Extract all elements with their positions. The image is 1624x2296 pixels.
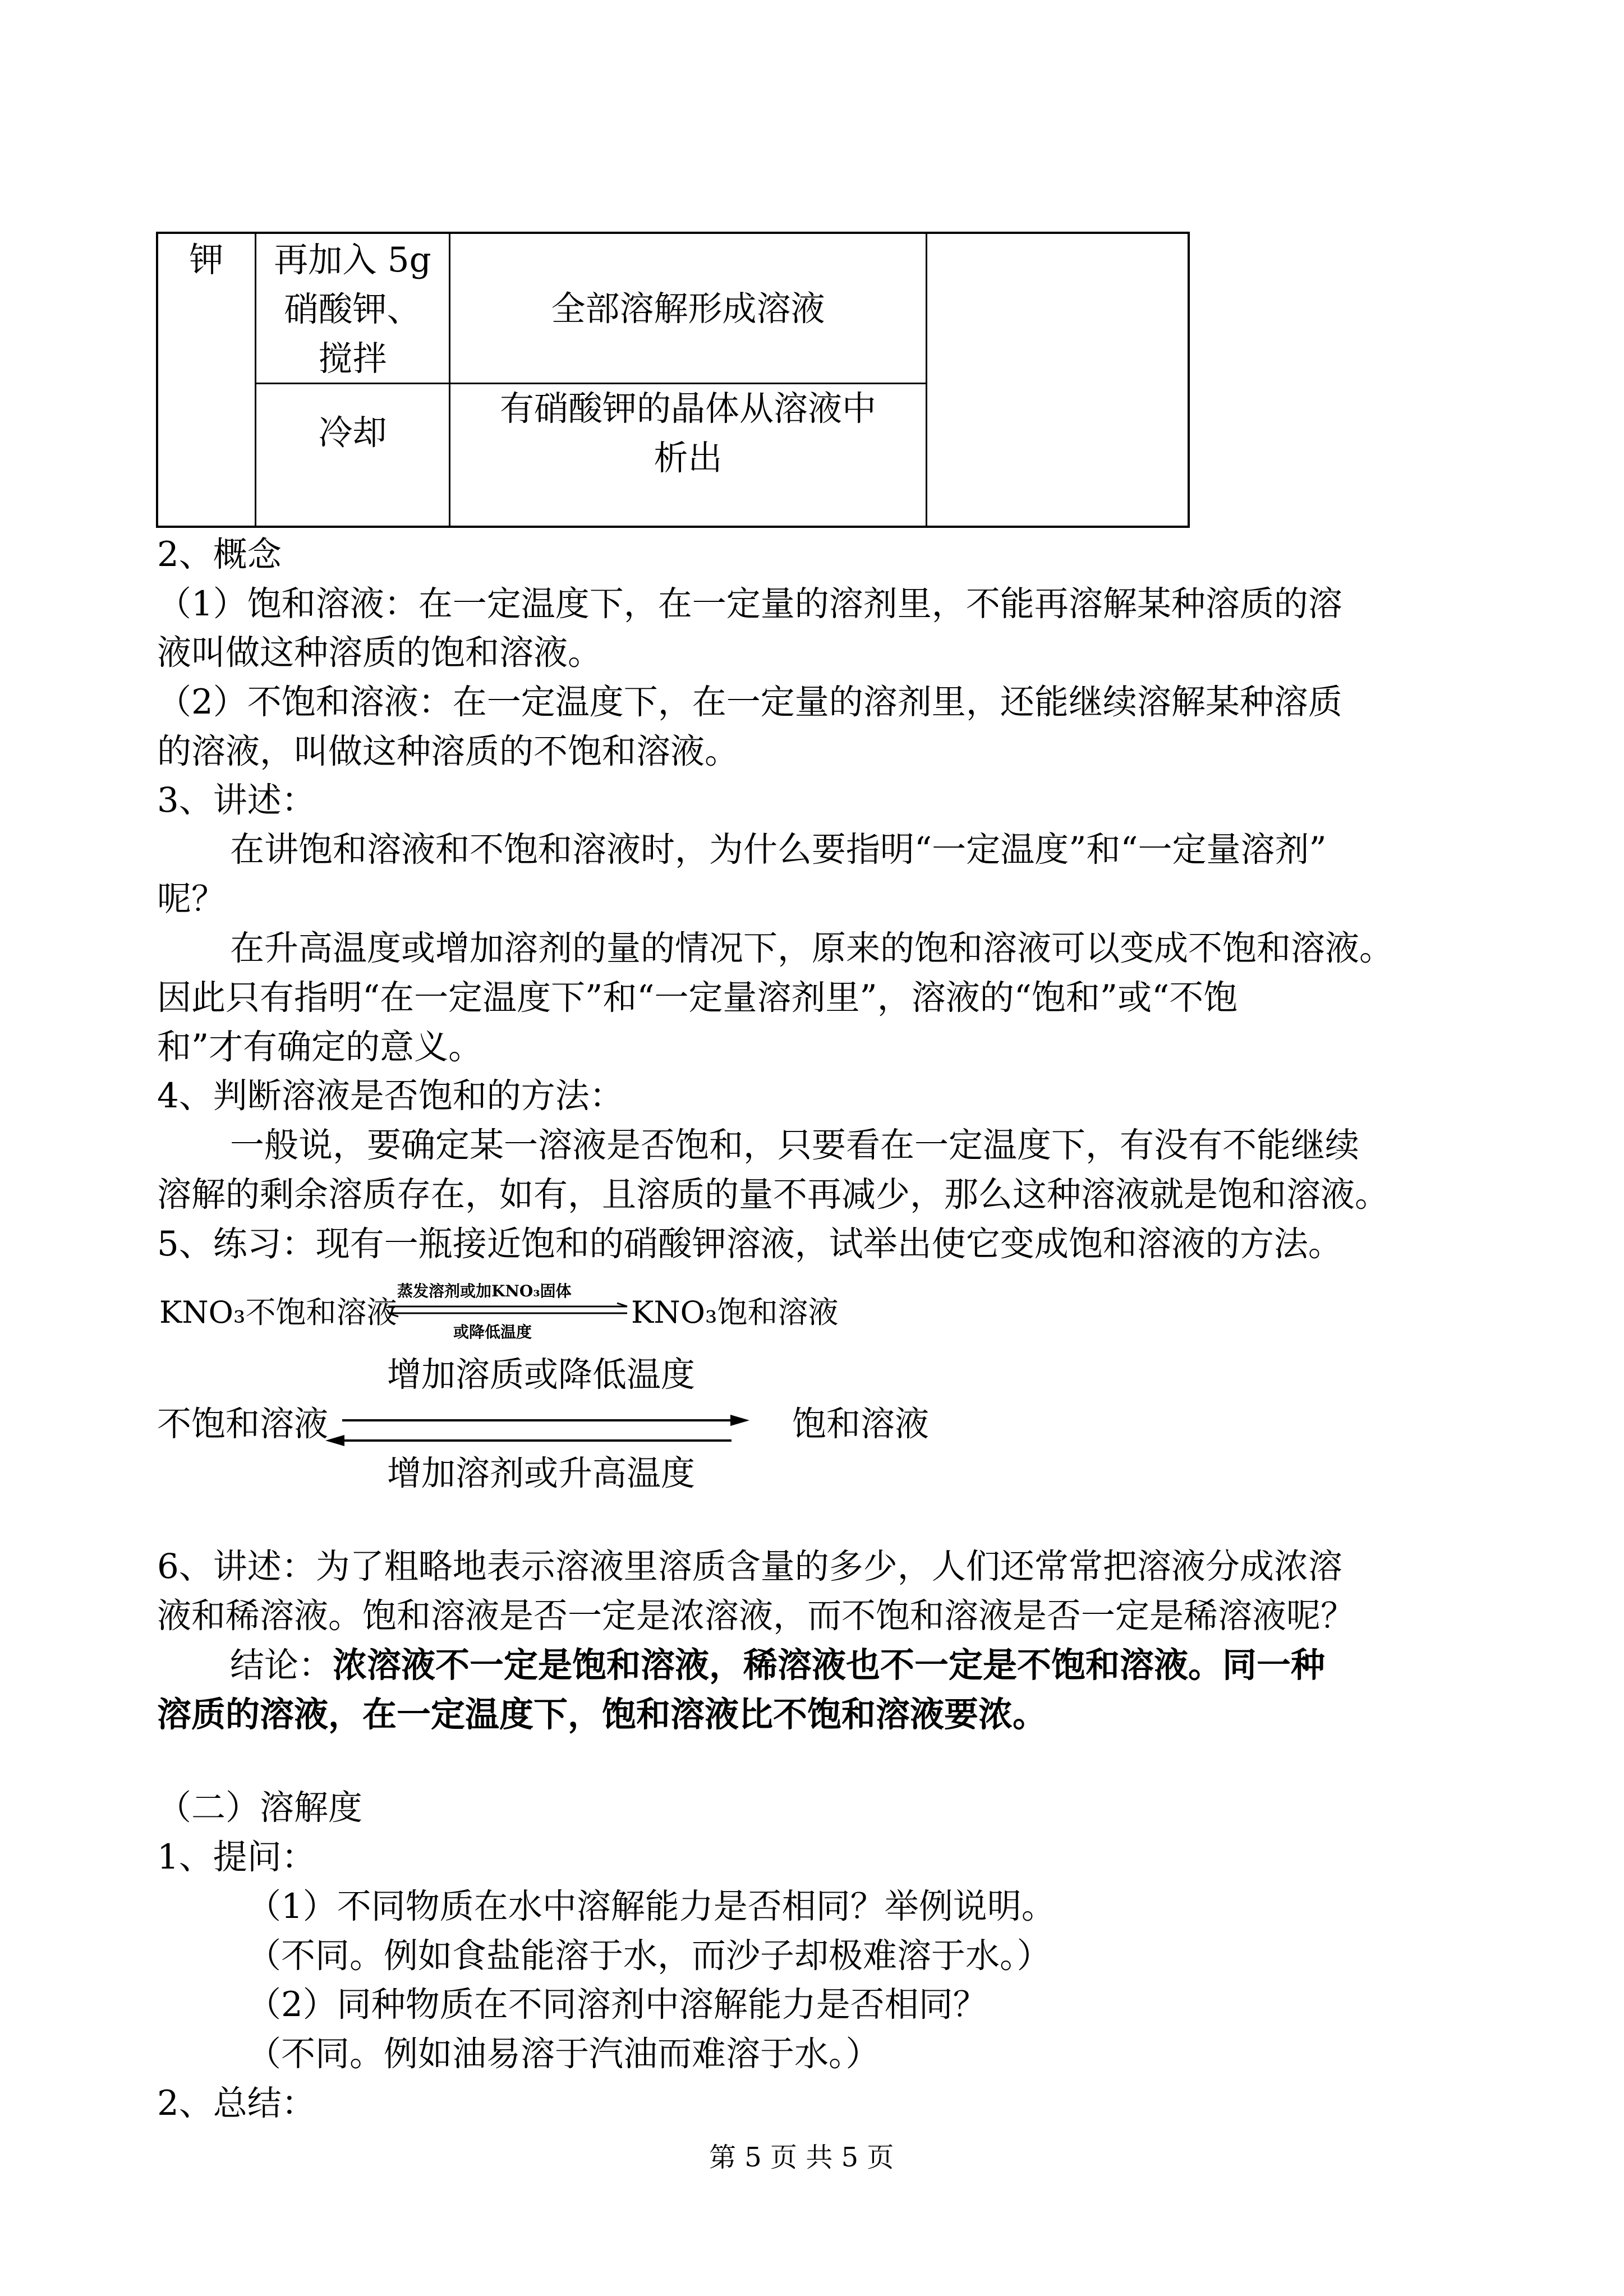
- table-cell-operation: 冷却: [318, 413, 387, 453]
- section-heading: 5、练习：现有一瓶接近饱和的硝酸钾溶液，试举出使它变成饱和溶液的方法。: [157, 1224, 1342, 1264]
- op-line: 搅拌: [318, 339, 387, 379]
- equation-condition-bottom: 或降低温度: [453, 1323, 532, 1341]
- diagram-right-label: 饱和溶液: [792, 1404, 930, 1444]
- equation-condition-top: 蒸发溶剂或加KNO₃固体: [397, 1282, 572, 1300]
- diagram-top-label: 增加溶质或降低温度: [387, 1355, 696, 1395]
- conclusion-line: 溶质的溶液，在一定温度下，饱和溶液比不饱和溶液要浓。: [157, 1695, 1047, 1734]
- op-line: 再加入 5g: [274, 240, 431, 280]
- section-heading: 2、概念: [157, 535, 282, 574]
- answer-line: （不同。例如食盐能溶于水，而沙子却极难溶于水。）: [247, 1936, 1051, 1976]
- table-cell-operation: [256, 236, 449, 384]
- table-cell-result: 全部溶解形成溶液: [551, 289, 825, 329]
- table-border-bottom: [156, 526, 1190, 528]
- paragraph-line: 呢？: [157, 879, 226, 919]
- answer-line: （不同。例如油易溶于汽油而难溶于水。）: [247, 2034, 880, 2074]
- equation-left: KNO₃不饱和溶液: [159, 1295, 397, 1330]
- section-heading: 4、判断溶液是否饱和的方法：: [157, 1076, 624, 1116]
- paragraph-line: 一般说，要确定某一溶液是否饱和，只要看在一定温度下，有没有不能继续: [230, 1125, 1360, 1165]
- equation-right: KNO₃饱和溶液: [631, 1295, 839, 1330]
- conclusion-line: [230, 1645, 1326, 1685]
- diagram-left-label: 不饱和溶液: [157, 1404, 329, 1444]
- section-heading: 1、提问：: [157, 1837, 316, 1877]
- double-arrow-icon: [387, 1303, 629, 1318]
- paragraph-line: 6、讲述：为了粗略地表示溶液里溶质含量的多少，人们还常常把溶液分成浓溶: [157, 1547, 1342, 1586]
- section-heading: 3、讲述：: [157, 780, 316, 820]
- paragraph-line: 的溶液，叫做这种溶质的不饱和溶液。: [157, 731, 739, 771]
- paragraph-line: 在升高温度或增加溶剂的量的情况下，原来的饱和溶液可以变成不饱和溶液。: [230, 928, 1394, 968]
- table-cell-substance: 钾: [189, 240, 224, 280]
- paragraph-line: 因此只有指明“在一定温度下”和“一定量溶剂里”，溶液的“饱和”或“不饱: [157, 978, 1238, 1018]
- paragraph-line: 和”才有确定的意义。: [157, 1027, 483, 1067]
- table-border-top: [156, 232, 1190, 234]
- table-cell-result: [450, 384, 926, 483]
- conclusion-text: 浓溶液不一定是饱和溶液，稀溶液也不一定是不饱和溶液。同一种: [333, 1645, 1326, 1685]
- result-line: 析出: [654, 438, 723, 478]
- conclusion-label: 结论：: [230, 1645, 333, 1685]
- diagram-bottom-label: 增加溶剂或升高温度: [387, 1453, 696, 1493]
- paragraph-line: 溶解的剩余溶质存在，如有，且溶质的量不再减少，那么这种溶液就是饱和溶液。: [157, 1175, 1390, 1214]
- paragraph-line: 液叫做这种溶质的饱和溶液。: [157, 633, 602, 673]
- table-border-right: [1188, 232, 1190, 527]
- section-heading: 2、总结：: [157, 2083, 316, 2123]
- question-line: （2）同种物质在不同溶剂中溶解能力是否相同？: [247, 1985, 987, 2024]
- result-line: 有硝酸钾的晶体从溶液中: [499, 389, 876, 429]
- paragraph-line: （1）饱和溶液：在一定温度下，在一定量的溶剂里，不能再溶解某种溶质的溶: [157, 584, 1342, 624]
- paragraph-line: 在讲饱和溶液和不饱和溶液时，为什么要指明“一定温度”和“一定量溶剂”: [230, 830, 1327, 869]
- two-way-arrow-icon: [325, 1408, 752, 1453]
- op-line: 硝酸钾、: [284, 289, 421, 329]
- page-footer: 第 5 页 共 5 页: [709, 2142, 894, 2173]
- part-heading: （二）溶解度: [157, 1788, 363, 1828]
- paragraph-line: （2）不饱和溶液：在一定温度下，在一定量的溶剂里，还能继续溶解某种溶质: [157, 682, 1342, 722]
- question-line: （1）不同物质在水中溶解能力是否相同？举例说明。: [247, 1887, 1056, 1926]
- table-divider: [926, 232, 927, 527]
- paragraph-line: 液和稀溶液。饱和溶液是否一定是浓溶液，而不饱和溶液是否一定是稀溶液呢？: [157, 1596, 1355, 1636]
